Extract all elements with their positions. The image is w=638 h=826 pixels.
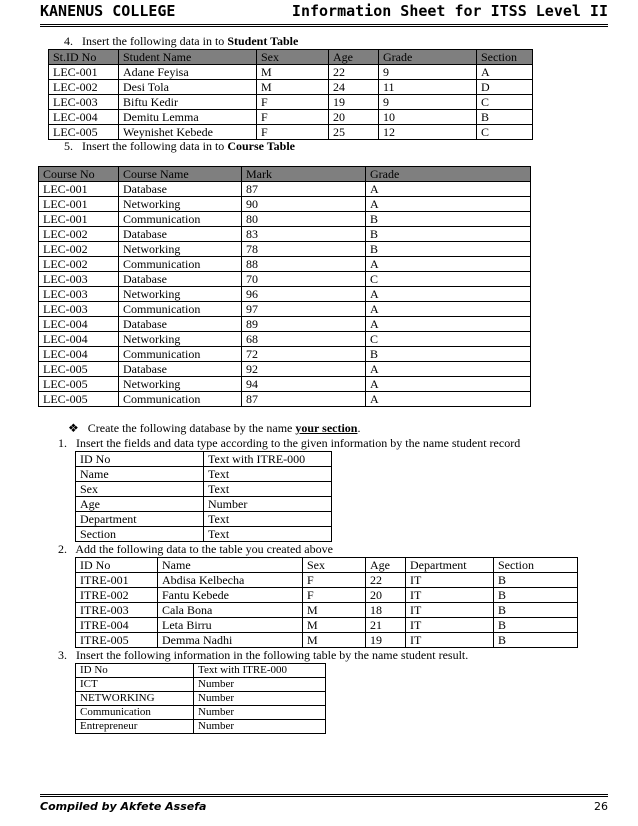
- table-row: [39, 302, 531, 317]
- column-header: Course Name: [119, 167, 242, 182]
- table-cell: Sex: [76, 482, 204, 497]
- table-cell: C: [366, 272, 531, 287]
- table-cell: LEC-002: [39, 257, 119, 272]
- table-cell: Fantu Kebede: [158, 588, 303, 603]
- item-number: 3.: [58, 648, 67, 662]
- table-cell: LEC-001: [49, 65, 119, 80]
- compiler-credit: Compiled by Akfete Assefa: [40, 800, 207, 813]
- table-cell: 87: [242, 182, 366, 197]
- table-cell: Communication: [76, 706, 194, 720]
- table-row: [76, 497, 332, 512]
- step-number: 5.: [64, 139, 73, 153]
- table-cell: LEC-001: [39, 212, 119, 227]
- table-cell: A: [366, 182, 531, 197]
- table-cell: ITRE-004: [76, 618, 158, 633]
- table-cell: Biftu Kedir: [119, 95, 257, 110]
- table-cell: ICT: [76, 678, 194, 692]
- diamond-bullet-icon: ❖: [68, 421, 79, 435]
- table-cell: B: [366, 212, 531, 227]
- table-row: [39, 182, 531, 197]
- table-cell: Text with ITRE-000: [204, 452, 332, 467]
- table-cell: A: [366, 377, 531, 392]
- table-cell: LEC-001: [39, 182, 119, 197]
- table-header-row: [39, 167, 531, 182]
- column-header: Mark: [242, 167, 366, 182]
- item-3-instruction: [58, 648, 468, 662]
- table-cell: Weynishet Kebede: [119, 125, 257, 140]
- table-cell: B: [366, 242, 531, 257]
- table-row: [39, 332, 531, 347]
- table-cell: 87: [242, 392, 366, 407]
- table-cell: A: [366, 392, 531, 407]
- table-cell: Number: [194, 720, 326, 734]
- table-cell: IT: [406, 618, 494, 633]
- step-text: Insert the following data in to: [82, 34, 228, 48]
- column-header: Sex: [303, 558, 366, 573]
- table-cell: Networking: [119, 287, 242, 302]
- table-cell: IT: [406, 603, 494, 618]
- table-cell: C: [366, 332, 531, 347]
- table-row: [76, 692, 326, 706]
- table-row: [39, 362, 531, 377]
- table-cell: LEC-002: [49, 80, 119, 95]
- table-cell: Number: [194, 678, 326, 692]
- table-cell: 19: [366, 633, 406, 648]
- table-cell: 20: [366, 588, 406, 603]
- table-cell: Abdisa Kelbecha: [158, 573, 303, 588]
- column-header: ID No: [76, 558, 158, 573]
- table-cell: 89: [242, 317, 366, 332]
- table-cell: ID No: [76, 452, 204, 467]
- table-cell: Number: [204, 497, 332, 512]
- table-row: [39, 257, 531, 272]
- page-header: [40, 0, 608, 27]
- bullet-text: Create the following database by the name: [87, 421, 296, 435]
- table-cell: IT: [406, 573, 494, 588]
- table-cell: Adane Feyisa: [119, 65, 257, 80]
- table-cell: LEC-004: [39, 317, 119, 332]
- item-number: 1.: [58, 436, 67, 450]
- sheet-title: Information Sheet for ITSS Level II: [291, 2, 608, 20]
- table-cell: 72: [242, 347, 366, 362]
- step-bold-text: Student Table: [227, 34, 299, 48]
- table-cell: 88: [242, 257, 366, 272]
- item-text: Add the following data to the table you created above: [75, 542, 333, 556]
- item-2-instruction: [58, 542, 333, 556]
- table-cell: LEC-001: [39, 197, 119, 212]
- table-cell: Communication: [119, 392, 242, 407]
- table-cell: LEC-004: [39, 332, 119, 347]
- table-row: [76, 720, 326, 734]
- column-header: Course No: [39, 167, 119, 182]
- table-cell: B: [494, 603, 578, 618]
- table-cell: ITRE-002: [76, 588, 158, 603]
- table-cell: A: [477, 65, 533, 80]
- course-table: [38, 166, 531, 407]
- column-header: St.ID No: [49, 50, 119, 65]
- table-cell: 68: [242, 332, 366, 347]
- table-cell: 21: [366, 618, 406, 633]
- table-cell: LEC-005: [39, 362, 119, 377]
- table-cell: B: [494, 618, 578, 633]
- table-cell: 9: [379, 95, 477, 110]
- table-cell: 90: [242, 197, 366, 212]
- table-cell: ITRE-003: [76, 603, 158, 618]
- table-cell: F: [257, 95, 329, 110]
- table-cell: 70: [242, 272, 366, 287]
- college-name: KANENUS COLLEGE: [40, 2, 176, 20]
- table-cell: M: [303, 633, 366, 648]
- table-cell: Number: [194, 692, 326, 706]
- table-cell: F: [257, 125, 329, 140]
- table-cell: Name: [76, 467, 204, 482]
- table-cell: LEC-004: [39, 347, 119, 362]
- table-row: [76, 678, 326, 692]
- table-cell: 19: [329, 95, 379, 110]
- table-row: [39, 272, 531, 287]
- table-cell: Number: [194, 706, 326, 720]
- step-bold-text: Course Table: [227, 139, 295, 153]
- table-cell: B: [366, 347, 531, 362]
- table-cell: Text: [204, 482, 332, 497]
- table-row: [76, 527, 332, 542]
- table-cell: LEC-003: [39, 287, 119, 302]
- table-cell: 20: [329, 110, 379, 125]
- table-row: [76, 706, 326, 720]
- table-cell: A: [366, 197, 531, 212]
- table-cell: 96: [242, 287, 366, 302]
- table-header-row: [49, 50, 533, 65]
- table-cell: Networking: [119, 242, 242, 257]
- bullet-end: .: [357, 421, 361, 435]
- column-header: Student Name: [119, 50, 257, 65]
- table-cell: 94: [242, 377, 366, 392]
- table-cell: 92: [242, 362, 366, 377]
- table-cell: ITRE-005: [76, 633, 158, 648]
- table-cell: LEC-004: [49, 110, 119, 125]
- item-text: Insert the fields and data type according to the given information by the name student record: [76, 436, 521, 450]
- table-cell: NETWORKING: [76, 692, 194, 706]
- table-cell: D: [477, 80, 533, 95]
- table-cell: Communication: [119, 257, 242, 272]
- column-header: Age: [366, 558, 406, 573]
- table-cell: 25: [329, 125, 379, 140]
- column-header: Name: [158, 558, 303, 573]
- table-cell: A: [366, 302, 531, 317]
- table-cell: B: [366, 227, 531, 242]
- table-cell: 80: [242, 212, 366, 227]
- table-row: [39, 287, 531, 302]
- table-cell: 12: [379, 125, 477, 140]
- table-cell: Networking: [119, 332, 242, 347]
- table-cell: Demitu Lemma: [119, 110, 257, 125]
- table-row: [39, 347, 531, 362]
- table-row: [76, 618, 578, 633]
- table-row: [39, 197, 531, 212]
- table-row: [76, 664, 326, 678]
- table-row: [76, 452, 332, 467]
- student-result-table: [75, 663, 326, 734]
- table-cell: Database: [119, 182, 242, 197]
- table-cell: Networking: [119, 197, 242, 212]
- column-header: Grade: [366, 167, 531, 182]
- table-row: [76, 603, 578, 618]
- table-cell: Database: [119, 272, 242, 287]
- student-table: [48, 49, 533, 140]
- table-cell: B: [477, 110, 533, 125]
- table-cell: LEC-005: [39, 392, 119, 407]
- table-cell: Section: [76, 527, 204, 542]
- table-cell: Database: [119, 317, 242, 332]
- table-cell: B: [494, 573, 578, 588]
- table-cell: Text: [204, 512, 332, 527]
- column-header: Section: [494, 558, 578, 573]
- table-cell: Department: [76, 512, 204, 527]
- column-header: Grade: [379, 50, 477, 65]
- step-text: Insert the following data in to: [82, 139, 228, 153]
- table-cell: Entrepreneur: [76, 720, 194, 734]
- table-row: [76, 633, 578, 648]
- table-row: [49, 65, 533, 80]
- table-cell: F: [257, 110, 329, 125]
- table-cell: Cala Bona: [158, 603, 303, 618]
- column-header: Department: [406, 558, 494, 573]
- table-cell: IT: [406, 588, 494, 603]
- table-cell: IT: [406, 633, 494, 648]
- table-cell: Text with ITRE-000: [194, 664, 326, 678]
- table-cell: Text: [204, 527, 332, 542]
- table-row: [39, 377, 531, 392]
- table-cell: ID No: [76, 664, 194, 678]
- table-row: [39, 392, 531, 407]
- table-cell: M: [257, 80, 329, 95]
- page-number: 26: [594, 800, 608, 813]
- table-row: [39, 317, 531, 332]
- table-cell: M: [303, 603, 366, 618]
- table-cell: F: [303, 573, 366, 588]
- table-cell: A: [366, 362, 531, 377]
- table-cell: LEC-002: [39, 242, 119, 257]
- table-row: [76, 467, 332, 482]
- column-header: Age: [329, 50, 379, 65]
- item-1-instruction: [58, 436, 520, 450]
- table-row: [39, 227, 531, 242]
- table-cell: B: [494, 588, 578, 603]
- table-row: [76, 482, 332, 497]
- bullet-underlined-text: your section: [295, 421, 358, 435]
- table-cell: Desi Tola: [119, 80, 257, 95]
- item-text: Insert the following information in the following table by the name student result.: [76, 648, 469, 662]
- table-row: [49, 110, 533, 125]
- table-row: [49, 125, 533, 140]
- table-cell: F: [303, 588, 366, 603]
- table-cell: 22: [329, 65, 379, 80]
- student-record-table: [75, 557, 578, 648]
- table-cell: Networking: [119, 377, 242, 392]
- table-row: [76, 512, 332, 527]
- table-cell: Demma Nadhi: [158, 633, 303, 648]
- table-cell: Communication: [119, 302, 242, 317]
- table-cell: 9: [379, 65, 477, 80]
- table-row: [49, 95, 533, 110]
- table-cell: LEC-003: [39, 272, 119, 287]
- table-cell: 18: [366, 603, 406, 618]
- table-cell: A: [366, 287, 531, 302]
- table-cell: Database: [119, 362, 242, 377]
- table-cell: LEC-003: [49, 95, 119, 110]
- table-cell: Communication: [119, 347, 242, 362]
- table-cell: 24: [329, 80, 379, 95]
- column-header: Section: [477, 50, 533, 65]
- table-cell: Age: [76, 497, 204, 512]
- table-cell: ITRE-001: [76, 573, 158, 588]
- table-cell: 22: [366, 573, 406, 588]
- table-cell: LEC-005: [49, 125, 119, 140]
- table-cell: 97: [242, 302, 366, 317]
- table-row: [76, 588, 578, 603]
- table-cell: 78: [242, 242, 366, 257]
- step-number: 4.: [64, 34, 73, 48]
- table-cell: A: [366, 317, 531, 332]
- table-cell: C: [477, 95, 533, 110]
- page-footer: [40, 794, 608, 813]
- table-cell: A: [366, 257, 531, 272]
- table-cell: B: [494, 633, 578, 648]
- table-cell: 10: [379, 110, 477, 125]
- item-number: 2.: [58, 542, 67, 556]
- student-record-fields-table: [75, 451, 332, 542]
- table-row: [76, 573, 578, 588]
- table-header-row: [76, 558, 578, 573]
- bullet-instruction: [68, 421, 360, 435]
- table-cell: LEC-005: [39, 377, 119, 392]
- step-4-instruction: [64, 34, 298, 48]
- table-cell: Communication: [119, 212, 242, 227]
- table-cell: Database: [119, 227, 242, 242]
- table-cell: M: [303, 618, 366, 633]
- table-cell: 83: [242, 227, 366, 242]
- table-cell: LEC-002: [39, 227, 119, 242]
- table-cell: C: [477, 125, 533, 140]
- table-row: [49, 80, 533, 95]
- table-row: [39, 212, 531, 227]
- table-cell: LEC-003: [39, 302, 119, 317]
- table-row: [39, 242, 531, 257]
- table-cell: 11: [379, 80, 477, 95]
- table-cell: Text: [204, 467, 332, 482]
- table-cell: Leta Birru: [158, 618, 303, 633]
- column-header: Sex: [257, 50, 329, 65]
- table-cell: M: [257, 65, 329, 80]
- step-5-instruction: [64, 139, 295, 153]
